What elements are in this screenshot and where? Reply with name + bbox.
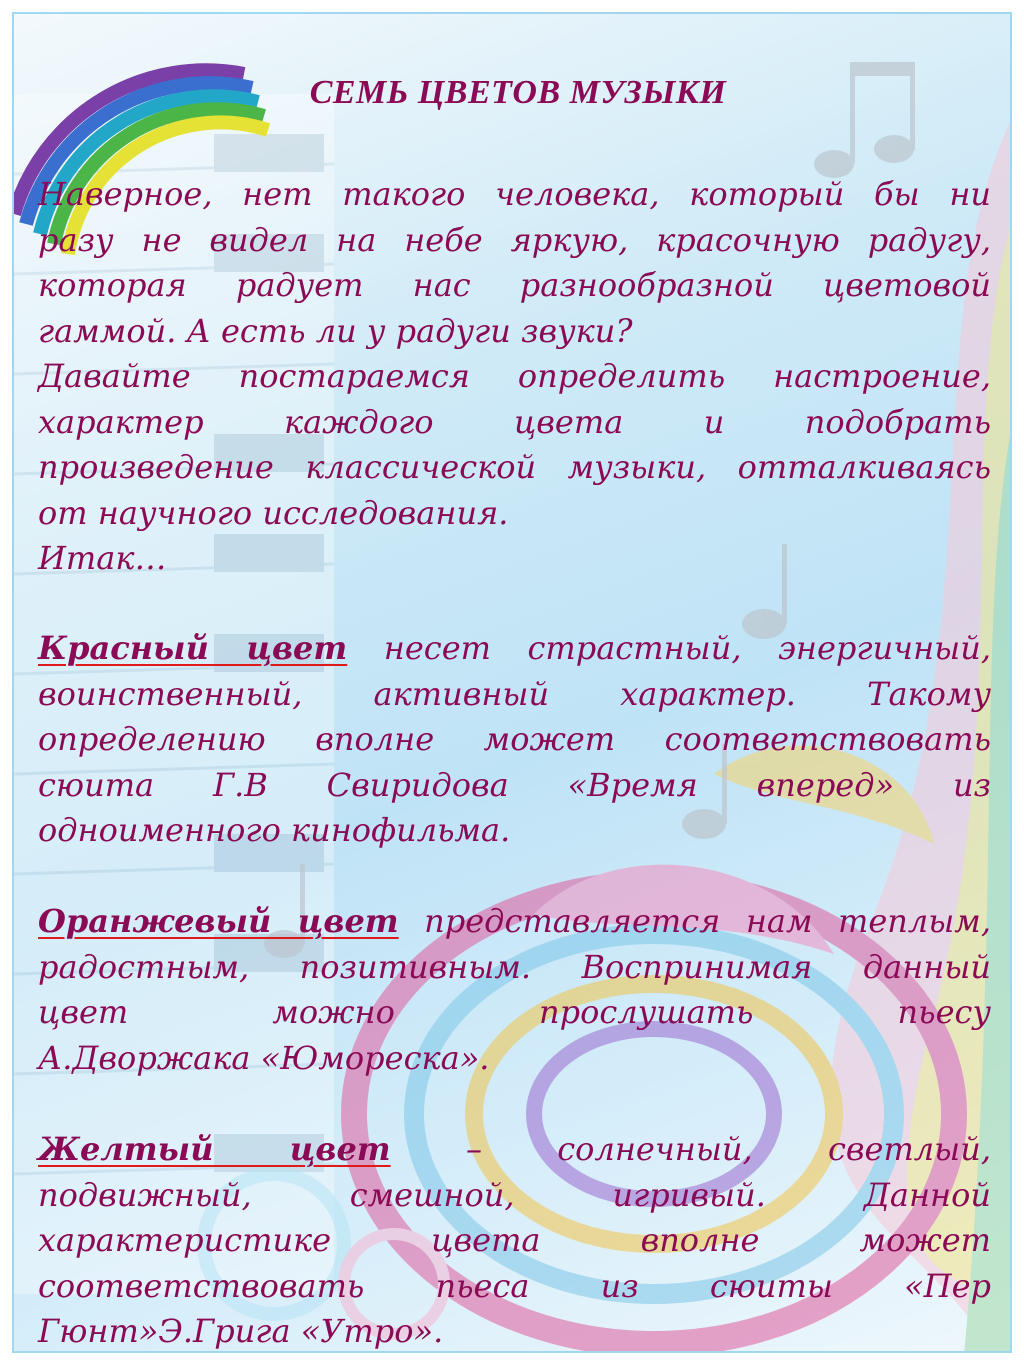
page-background bbox=[12, 12, 1012, 1353]
orange-first-line bbox=[38, 899, 991, 945]
red-color-paragraph bbox=[38, 626, 991, 854]
intro-line: разу не видел на небе яркую, красочную радугу, bbox=[38, 220, 991, 259]
page-title: СЕМЬ ЦВЕТОВ МУЗЫКИ bbox=[309, 74, 727, 111]
yellow-color-paragraph bbox=[38, 1127, 991, 1353]
red-line: определению вполне может соответствовать bbox=[38, 720, 991, 758]
orange-line: цвет можно прослушать пьесу bbox=[38, 993, 991, 1031]
red-line: сюита Г.В Свиридова «Время вперед» из bbox=[38, 765, 991, 804]
orange-color-paragraph bbox=[38, 899, 991, 1081]
orange-first-line-text: представляется нам теплым, bbox=[398, 902, 992, 940]
red-first-line bbox=[38, 626, 991, 672]
intro-line: Итак… bbox=[38, 539, 167, 577]
yellow-line: подвижный, смешной, игривый. Данной bbox=[38, 1175, 991, 1214]
intro-line: Давайте постараемся определить настроение, bbox=[38, 357, 991, 395]
intro-line: гаммой. А есть ли у радуги звуки? bbox=[38, 311, 633, 350]
red-first-line-text: несет страстный, энергичный, bbox=[347, 629, 992, 667]
red-line: одноименного кинофильма. bbox=[38, 811, 511, 849]
yellow-line: соответствовать пьеса из сюиты «Пер bbox=[38, 1266, 991, 1305]
yellow-first-line bbox=[38, 1127, 991, 1173]
yellow-line: Гюнт»Э.Грига «Утро». bbox=[38, 1312, 444, 1350]
red-line: воинственный, активный характер. Такому bbox=[38, 674, 991, 713]
yellow-line: характеристике цвета вполне может bbox=[38, 1221, 991, 1259]
orange-line: А.Дворжака «Юмореска». bbox=[38, 1038, 490, 1077]
intro-line: которая радует нас разнообразной цветовой bbox=[38, 266, 991, 304]
intro-line: от научного исследования. bbox=[38, 493, 509, 532]
orange-line: радостным, позитивным. Воспринимая данный bbox=[38, 947, 991, 986]
red-color-heading: Красный цвет bbox=[38, 629, 348, 667]
orange-color-heading: Оранжевый цвет bbox=[38, 902, 399, 940]
yellow-color-heading: Желтый цвет bbox=[38, 1130, 391, 1168]
intro-line: произведение классической музыки, отталкиваясь bbox=[38, 448, 991, 486]
intro-line: характер каждого цвета и подобрать bbox=[38, 402, 991, 441]
intro-line: Наверное, нет такого человека, который бы ни bbox=[38, 175, 991, 213]
intro-paragraph bbox=[38, 172, 991, 582]
yellow-first-line-text: – солнечный, светлый, bbox=[390, 1130, 991, 1168]
